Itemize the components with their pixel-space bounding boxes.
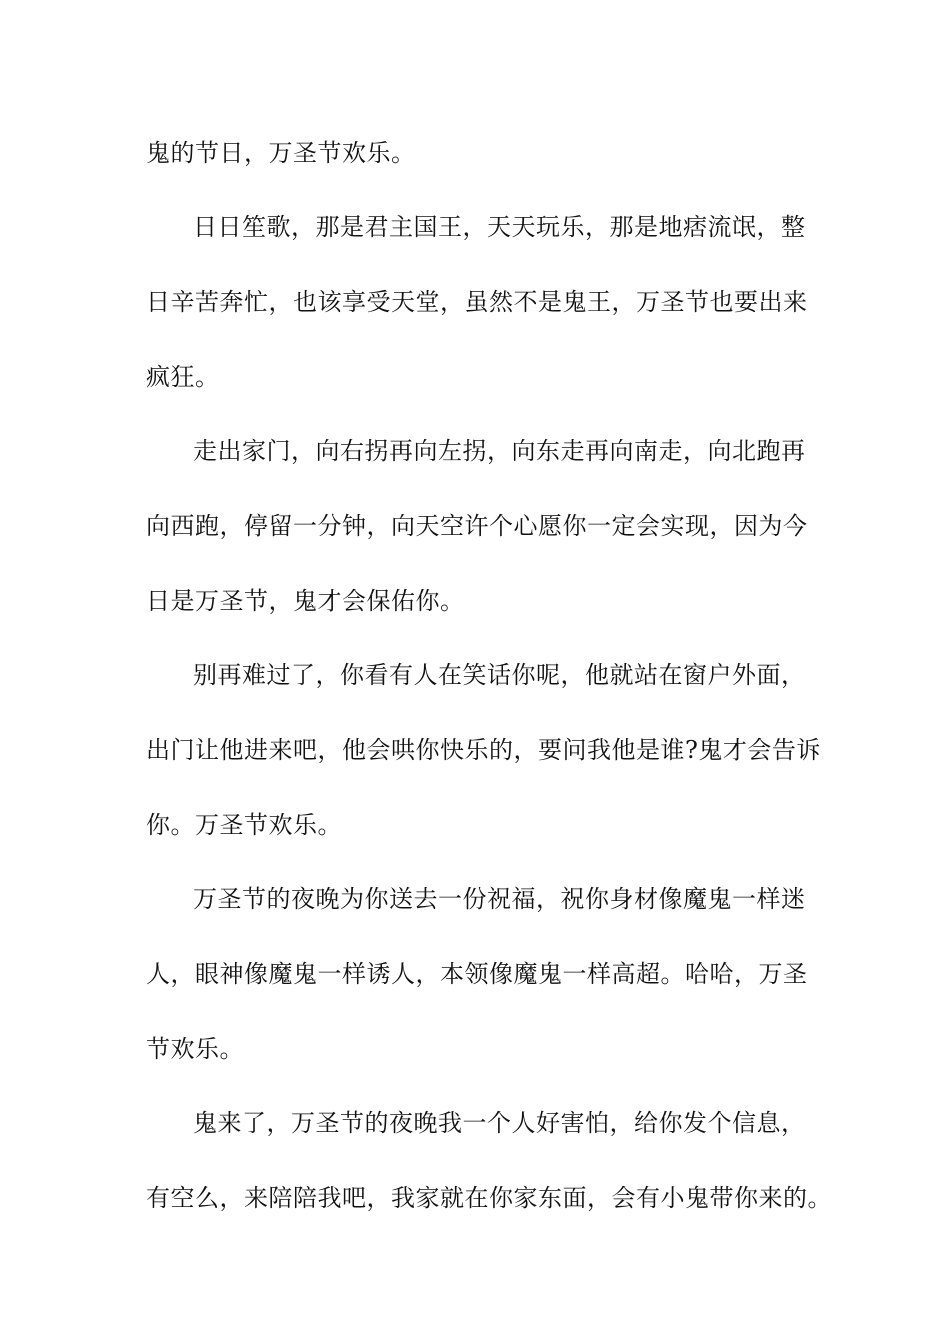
text-line: 有空么，来陪陪我吧，我家就在你家东面，会有小鬼带你来的。 (146, 1184, 832, 1212)
text-line: 向西跑，停留一分钟，向天空许个心愿你一定会实现，因为今 (146, 512, 808, 540)
text-line: 日辛苦奔忙，也该享受天堂，虽然不是鬼王，万圣节也要出来 (146, 288, 808, 316)
text-line: 人，眼神像魔鬼一样诱人，本领像魔鬼一样高超。哈哈，万圣 (146, 960, 808, 988)
text-line: 鬼的节日，万圣节欢乐。 (146, 139, 416, 167)
text-line: 疯狂。 (146, 363, 220, 391)
text-line: 日是万圣节，鬼才会保佑你。 (146, 587, 465, 615)
text-line: 你。万圣节欢乐。 (146, 811, 342, 839)
text-line: 节欢乐。 (146, 1035, 244, 1063)
paragraph-first-line: 日日笙歌，那是君主国王，天天玩乐，那是地痞流氓，整 (193, 213, 806, 241)
paragraph-first-line: 走出家门，向右拐再向左拐，向东走再向南走，向北跑再 (193, 437, 806, 465)
paragraph-first-line: 鬼来了，万圣节的夜晚我一个人好害怕，给你发个信息， (193, 1109, 806, 1137)
paragraph-first-line: 万圣节的夜晚为你送去一份祝福，祝你身材像魔鬼一样迷 (193, 885, 806, 913)
text-line: 出门让他进来吧，他会哄你快乐的，要问我他是谁?鬼才会告诉 (146, 736, 821, 764)
paragraph-first-line: 别再难过了，你看有人在笑话你呢，他就站在窗户外面， (193, 661, 806, 689)
